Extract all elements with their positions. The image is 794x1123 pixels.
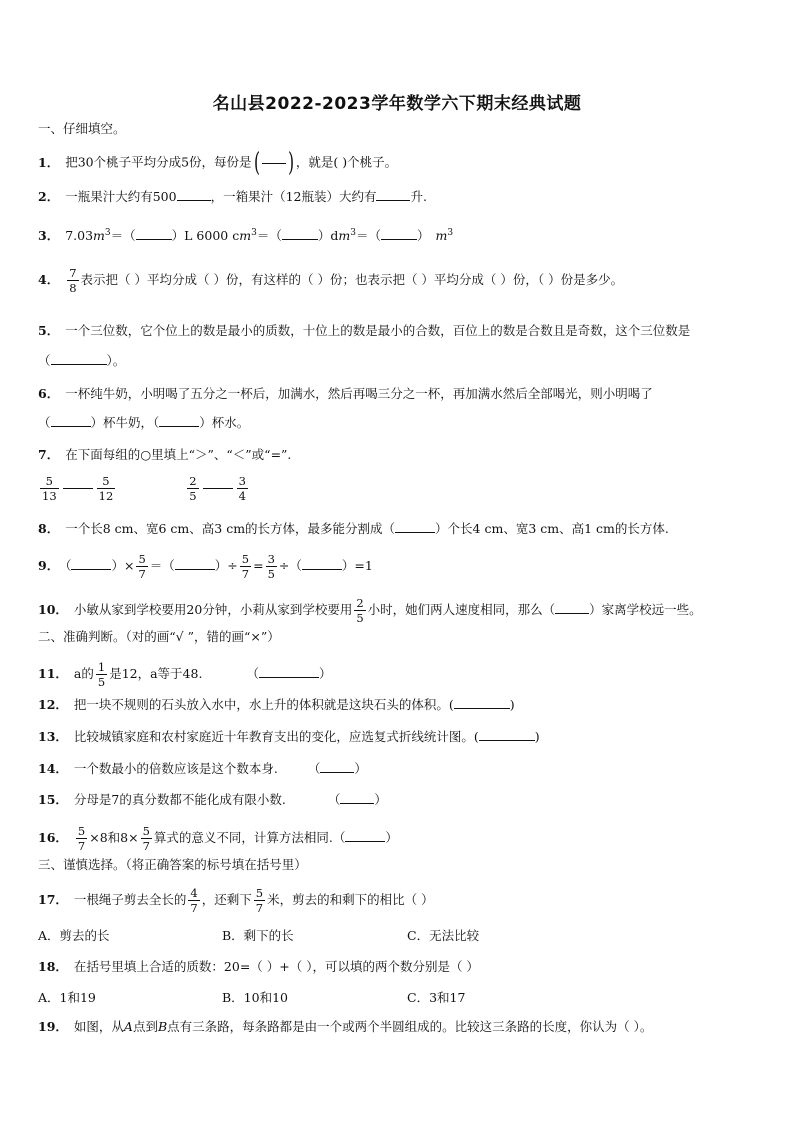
q3-unit-1: m xyxy=(93,228,105,244)
q3-exp-2: 3 xyxy=(251,228,257,238)
q13-text-b: ) xyxy=(534,729,540,744)
q1-number: 1． xyxy=(38,154,60,170)
q7-number: 7． xyxy=(38,447,60,462)
question-15 xyxy=(38,791,764,809)
question-6 xyxy=(38,385,764,403)
q1-paren-left: ( xyxy=(253,148,260,178)
q3-text-f: ＝（ xyxy=(355,228,381,244)
q16-text-c: ） xyxy=(385,830,398,845)
q2-blank-2 xyxy=(376,188,410,201)
q10-number: 10． xyxy=(38,602,68,617)
q17-f1-den: 7 xyxy=(190,901,198,915)
q15-text-c: ） xyxy=(374,792,387,807)
q3-blank-1 xyxy=(136,227,172,240)
q19-text-a: 如图，从 xyxy=(73,1019,124,1034)
q1-fraction-blank xyxy=(262,163,286,164)
q3-exp-4: 3 xyxy=(447,228,454,238)
q15-blank xyxy=(340,791,374,804)
question-6-cont xyxy=(38,414,764,432)
q19-point-a: A xyxy=(123,1019,133,1034)
q14-text-a: 一个数最小的倍数应该是这个数本身. xyxy=(73,761,278,776)
question-10 xyxy=(38,596,764,625)
question-13 xyxy=(38,728,764,746)
q9-fraction-b xyxy=(240,552,251,581)
question-11 xyxy=(38,660,764,689)
q5-text-b: （ xyxy=(38,353,51,368)
q18-option-c[interactable]: C．3和17 xyxy=(407,990,466,1005)
question-17 xyxy=(38,886,764,915)
q17-fraction-2 xyxy=(254,886,265,915)
q9-text-f: ÷（ xyxy=(278,558,302,573)
q9-text-d: ）÷ xyxy=(214,558,238,573)
q10-text-a: 小敏从家到学校要用20分钟，小莉从家到学校要用 xyxy=(73,602,353,617)
q13-number: 13． xyxy=(38,729,68,744)
q11-numerator: 1 xyxy=(97,660,106,674)
q19-text-c: 点有三条路，每条路都是由一个或两个半圆组成的。比较这三条路的长度，你认为（ ）。 xyxy=(167,1019,653,1034)
q7-f2-den: 12 xyxy=(98,489,114,503)
q11-text-c: （ xyxy=(246,666,259,681)
q9-blank-2 xyxy=(175,557,215,570)
q10-text-b: 小时，她们两人速度相同，那么（ xyxy=(367,602,556,617)
q9-text-g: ）=1 xyxy=(341,558,373,573)
q7-f3-num: 2 xyxy=(189,474,197,488)
section-1-heading: 一、仔细填空。 xyxy=(38,121,126,136)
q16-f2-den: 7 xyxy=(142,839,150,853)
q5-number: 5． xyxy=(38,323,60,338)
q7-compare-blank-1 xyxy=(63,488,93,489)
q9-fa-den: 7 xyxy=(138,567,146,581)
q14-blank xyxy=(320,760,354,773)
q7-text: 在下面每组的○里填上“＞”、“＜”或“=”. xyxy=(65,447,292,462)
question-12 xyxy=(38,696,764,714)
q19-number: 19． xyxy=(38,1019,68,1034)
q18-option-b[interactable]: B．10和10 xyxy=(222,990,288,1005)
q9-fa-num: 5 xyxy=(138,552,146,566)
q18-number: 18． xyxy=(38,959,68,974)
section-2-heading: 二、准确判断。（对的画“√ ”，错的画“×”） xyxy=(38,629,280,644)
question-5-cont xyxy=(38,352,764,370)
q3-blank-3 xyxy=(381,227,417,240)
question-1 xyxy=(38,150,764,176)
question-18 xyxy=(38,958,764,976)
question-8 xyxy=(38,520,764,538)
q9-text-e: = xyxy=(253,558,264,573)
q17-option-c[interactable]: C．无法比较 xyxy=(407,928,480,943)
q7-fraction-3 xyxy=(187,474,198,503)
q1-text-b: ，就是( )个桃子。 xyxy=(295,154,398,170)
q4-number: 4． xyxy=(38,272,60,287)
q6-text-c: ）杯牛奶，（ xyxy=(90,415,160,430)
q4-numerator: 7 xyxy=(69,266,77,280)
section-3-heading: 三、谨慎选择。（将正确答案的标号填在括号里） xyxy=(38,857,307,872)
q7-fraction-1 xyxy=(40,474,59,503)
question-2 xyxy=(38,188,764,206)
q17-text-c: 米，剪去的和剩下的相比（ ） xyxy=(267,892,434,907)
q9-fraction-a xyxy=(136,552,147,581)
q2-text-b: ，一箱果汁（12瓶装）大约有 xyxy=(210,189,377,204)
q19-text-b: 点到 xyxy=(132,1019,158,1034)
q11-number: 11． xyxy=(38,666,68,681)
q7-f3-den: 5 xyxy=(189,489,197,503)
question-7 xyxy=(38,446,764,464)
q9-text-a: （ xyxy=(65,558,72,573)
q11-text-a: a的 xyxy=(73,666,94,681)
q19-point-b: B xyxy=(157,1019,168,1034)
q9-number: 9． xyxy=(38,558,60,573)
question-7-comparisons xyxy=(38,474,764,503)
q8-blank xyxy=(395,520,435,533)
q3-text-g: ） xyxy=(416,228,430,244)
q8-text-a: 一个长8 cm、宽6 cm、高3 cm的长方体，最多能分割成（ xyxy=(65,521,396,536)
q3-text-b: ＝（ xyxy=(110,228,136,244)
q3-text-d: ＝（ xyxy=(256,228,282,244)
q3-text-e: ）d xyxy=(317,228,339,244)
question-4 xyxy=(38,266,764,295)
q9-blank-1 xyxy=(71,557,111,570)
q16-text-b: 算式的意义不同，计算方法相同.（ xyxy=(153,830,346,845)
question-9 xyxy=(38,552,764,581)
q10-fraction xyxy=(354,596,365,625)
q9-fraction-c xyxy=(266,552,277,581)
q3-number: 3． xyxy=(38,228,60,244)
q9-fc-den: 5 xyxy=(267,567,275,581)
q9-fb-den: 7 xyxy=(241,567,250,581)
q3-blank-2 xyxy=(282,227,318,240)
q18-option-a[interactable]: A．1和19 xyxy=(38,990,96,1005)
question-14 xyxy=(38,760,764,778)
q7-f1-den: 13 xyxy=(42,489,57,503)
q15-number: 15． xyxy=(38,792,68,807)
q16-fraction-1 xyxy=(76,824,87,853)
q11-blank xyxy=(259,665,319,678)
q5-text-a: 一个三位数，它个位上的数是最小的质数，十位上的数是最小的合数，百位上的数是合数且是奇数，这个三位数是 xyxy=(65,323,691,338)
q17-f1-num: 4 xyxy=(190,886,198,900)
q17-number: 17． xyxy=(38,892,68,907)
q2-blank-1 xyxy=(177,188,211,201)
q3-unit-3: m xyxy=(338,228,351,244)
q16-blank xyxy=(345,829,385,842)
q2-number: 2． xyxy=(38,189,60,204)
q6-text-a: 一杯纯牛奶，小明喝了五分之一杯后，加满水，然后再喝三分之一杯，再加满水然后全部喝光，则小明喝了 xyxy=(65,386,653,401)
question-5 xyxy=(38,322,764,340)
q2-text-c: 升. xyxy=(410,189,427,204)
q16-f1-num: 5 xyxy=(77,824,86,838)
q15-text-b: （ xyxy=(327,792,341,807)
q16-fraction-2 xyxy=(141,824,152,853)
q17-f2-num: 5 xyxy=(255,886,264,900)
q11-fraction xyxy=(96,660,107,689)
q4-text: 表示把（ ）平均分成（ ）份，有这样的（ ）份；也表示把（ ）平均分成（ ）份，（ ）份是多少。 xyxy=(80,272,624,287)
q3-text-a: 7.03 xyxy=(65,228,94,244)
q1-text-a: 把30个桃子平均分成5份，每份是 xyxy=(65,154,252,170)
q18-text-a: 在括号里填上合适的质数：20=（ ）+（ ），可以填的两个数分别是（ ） xyxy=(73,959,479,974)
q10-denominator: 5 xyxy=(356,611,364,625)
question-19 xyxy=(38,1018,764,1036)
q6-blank-2 xyxy=(159,414,199,427)
q11-text-b: 是12，a等于48. xyxy=(109,666,203,681)
q4-denominator: 8 xyxy=(69,281,77,295)
q7-fraction-4 xyxy=(237,474,248,503)
q6-text-d: ）杯水。 xyxy=(199,415,250,430)
q14-text-b: （ xyxy=(307,761,321,776)
q8-number: 8． xyxy=(38,521,60,536)
q16-text-a: ×8和8× xyxy=(89,830,139,845)
q10-text-c: ）家离学校远一些。 xyxy=(589,602,702,617)
q17-text-b: ，还剩下 xyxy=(201,892,252,907)
q14-text-c: ） xyxy=(354,761,367,776)
q5-text-c: ）。 xyxy=(106,353,126,368)
q7-f4-den: 4 xyxy=(238,489,246,503)
page-title: 名山县2022-2023学年数学六下期末经典试题 xyxy=(212,94,582,114)
q7-fraction-2 xyxy=(97,474,116,503)
q17-f2-den: 7 xyxy=(255,901,264,915)
q5-blank xyxy=(51,352,107,365)
q12-number: 12． xyxy=(38,697,68,712)
q7-f1-num: 5 xyxy=(45,474,53,488)
q17-option-b[interactable]: B．剩下的长 xyxy=(222,928,294,943)
q3-exp-1: 3 xyxy=(104,228,111,238)
q3-unit-2: m xyxy=(239,228,252,244)
q9-text-b: ）× xyxy=(111,558,135,573)
q8-text-b: ）个长4 cm、宽3 cm、高1 cm的长方体. xyxy=(435,521,669,536)
q14-number: 14． xyxy=(38,761,68,776)
q6-number: 6． xyxy=(38,386,60,401)
q13-blank xyxy=(479,728,535,741)
q13-text-a: 比较城镇家庭和农村家庭近十年教育支出的变化，应选复式折线统计图。( xyxy=(73,729,479,744)
q10-numerator: 2 xyxy=(356,596,364,610)
q12-text-a: 把一块不规则的石头放入水中，水上升的体积就是这块石头的体积。( xyxy=(73,697,454,712)
q11-text-d: ） xyxy=(318,666,332,681)
q9-fc-num: 3 xyxy=(267,552,275,566)
q7-compare-blank-2 xyxy=(203,488,233,489)
q16-f1-den: 7 xyxy=(77,839,86,853)
q1-paren-right: ) xyxy=(287,148,294,178)
q7-f4-num: 3 xyxy=(238,474,246,488)
q7-f2-num: 5 xyxy=(102,474,110,488)
q3-exp-3: 3 xyxy=(350,228,356,238)
q3-unit-4: m xyxy=(435,228,448,244)
question-3 xyxy=(38,224,764,245)
q2-text-a: 一瓶果汁大约有500 xyxy=(65,189,177,204)
q6-blank-1 xyxy=(51,414,91,427)
q17-option-a[interactable]: A．剪去的长 xyxy=(38,928,110,943)
q6-text-b: （ xyxy=(38,415,51,430)
q16-f2-num: 5 xyxy=(142,824,150,838)
q4-fraction xyxy=(67,266,78,295)
q12-blank xyxy=(454,696,510,709)
q9-fb-num: 5 xyxy=(241,552,250,566)
q12-text-b: ) xyxy=(509,697,515,712)
q9-text-c: ＝（ xyxy=(149,558,175,573)
q9-blank-3 xyxy=(302,557,342,570)
q17-fraction-1 xyxy=(188,886,199,915)
q10-blank xyxy=(555,601,589,614)
q16-number: 16． xyxy=(38,830,68,845)
q11-denominator: 5 xyxy=(97,675,106,689)
q3-text-c: ）L 6000 c xyxy=(171,228,240,244)
q17-text-a: 一根绳子剪去全长的 xyxy=(73,892,187,907)
question-16 xyxy=(38,824,764,853)
q15-text-a: 分母是7的真分数都不能化成有限小数. xyxy=(73,792,286,807)
